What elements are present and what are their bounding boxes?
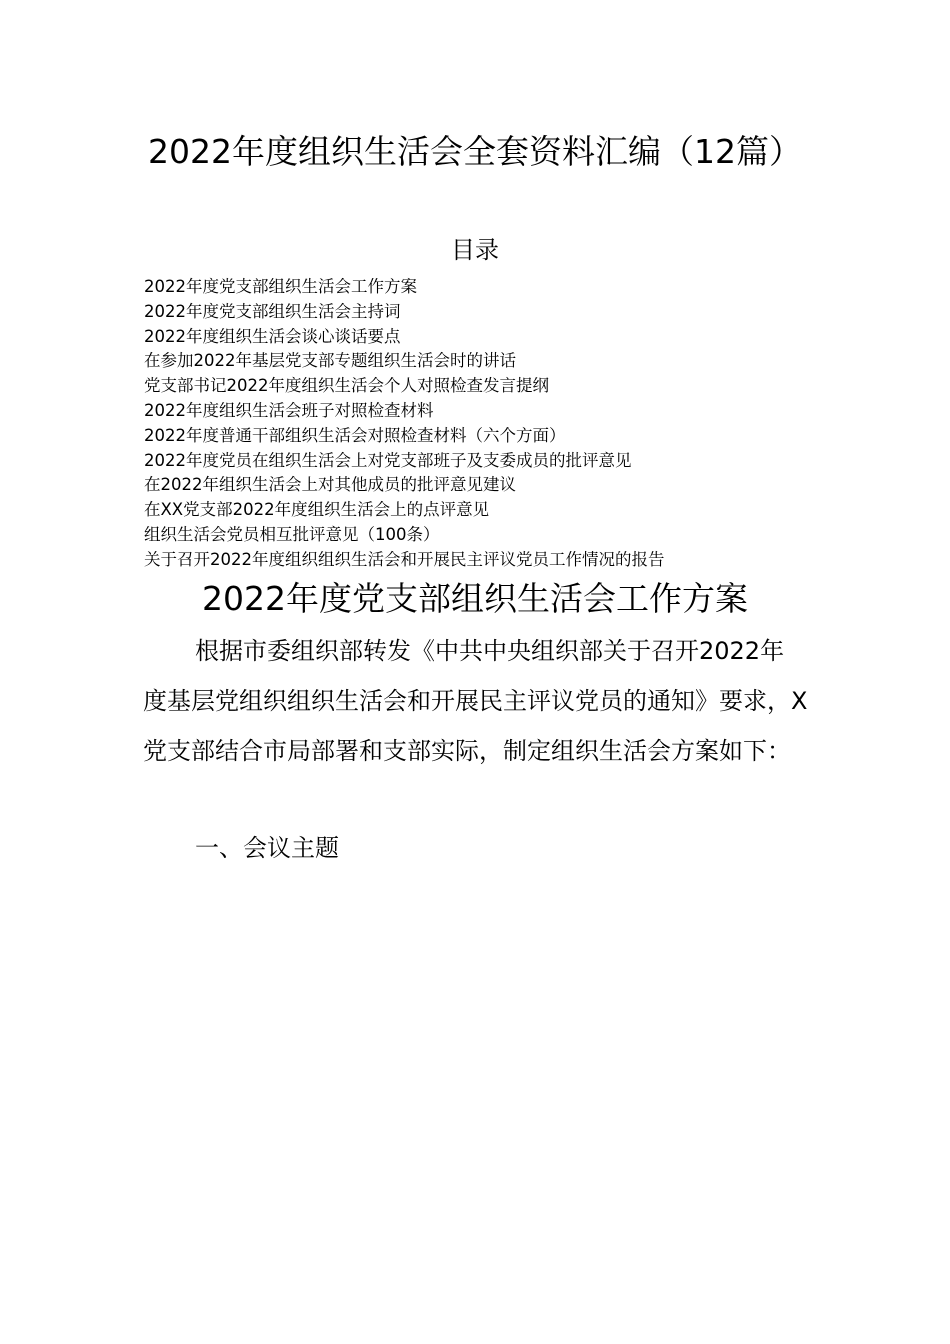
toc-item: 在XX党支部2022年度组织生活会上的点评意见: [144, 500, 490, 520]
toc-heading: 目录: [451, 236, 499, 264]
toc-item: 2022年度组织生活会班子对照检查材料: [144, 400, 434, 420]
toc-item: 2022年度党员在组织生活会上对党支部班子及支委成员的批评意见: [144, 450, 632, 470]
toc-item: 2022年度党支部组织生活会工作方案: [144, 277, 417, 296]
table-of-contents: [144, 275, 665, 573]
toc-item: 关于召开2022年度组织组织生活会和开展民主评议党员工作情况的报告: [144, 549, 665, 569]
toc-item: 在参加2022年基层党支部专题组织生活会时的讲话: [144, 351, 516, 371]
toc-item: 组织生活会党员相互批评意见（100条）: [144, 524, 440, 544]
toc-item: 2022年度党支部组织生活会主持词: [144, 301, 401, 321]
toc-item: 党支部书记2022年度组织生活会个人对照检查发言提纲: [144, 376, 549, 396]
document-title: 2022年度组织生活会全套资料汇编（12篇）: [148, 132, 802, 171]
body-paragraph: 根据市委组织部转发《中共中央组织部关于召开2022年度基层党组织组织生活会和开展民主评议党员的通知》要求，X党支部结合市局部署和支部实际，制定组织生活会方案如下：: [143, 637, 808, 765]
section-heading: 2022年度党支部组织生活会工作方案: [202, 579, 748, 618]
section-subheading: 一、会议主题: [195, 834, 339, 862]
toc-item: 2022年度组织生活会谈心谈话要点: [144, 326, 401, 346]
toc-item: 2022年度普通干部组织生活会对照检查材料（六个方面）: [144, 425, 566, 445]
toc-item: 在2022年组织生活会上对其他成员的批评意见建议: [144, 475, 516, 495]
